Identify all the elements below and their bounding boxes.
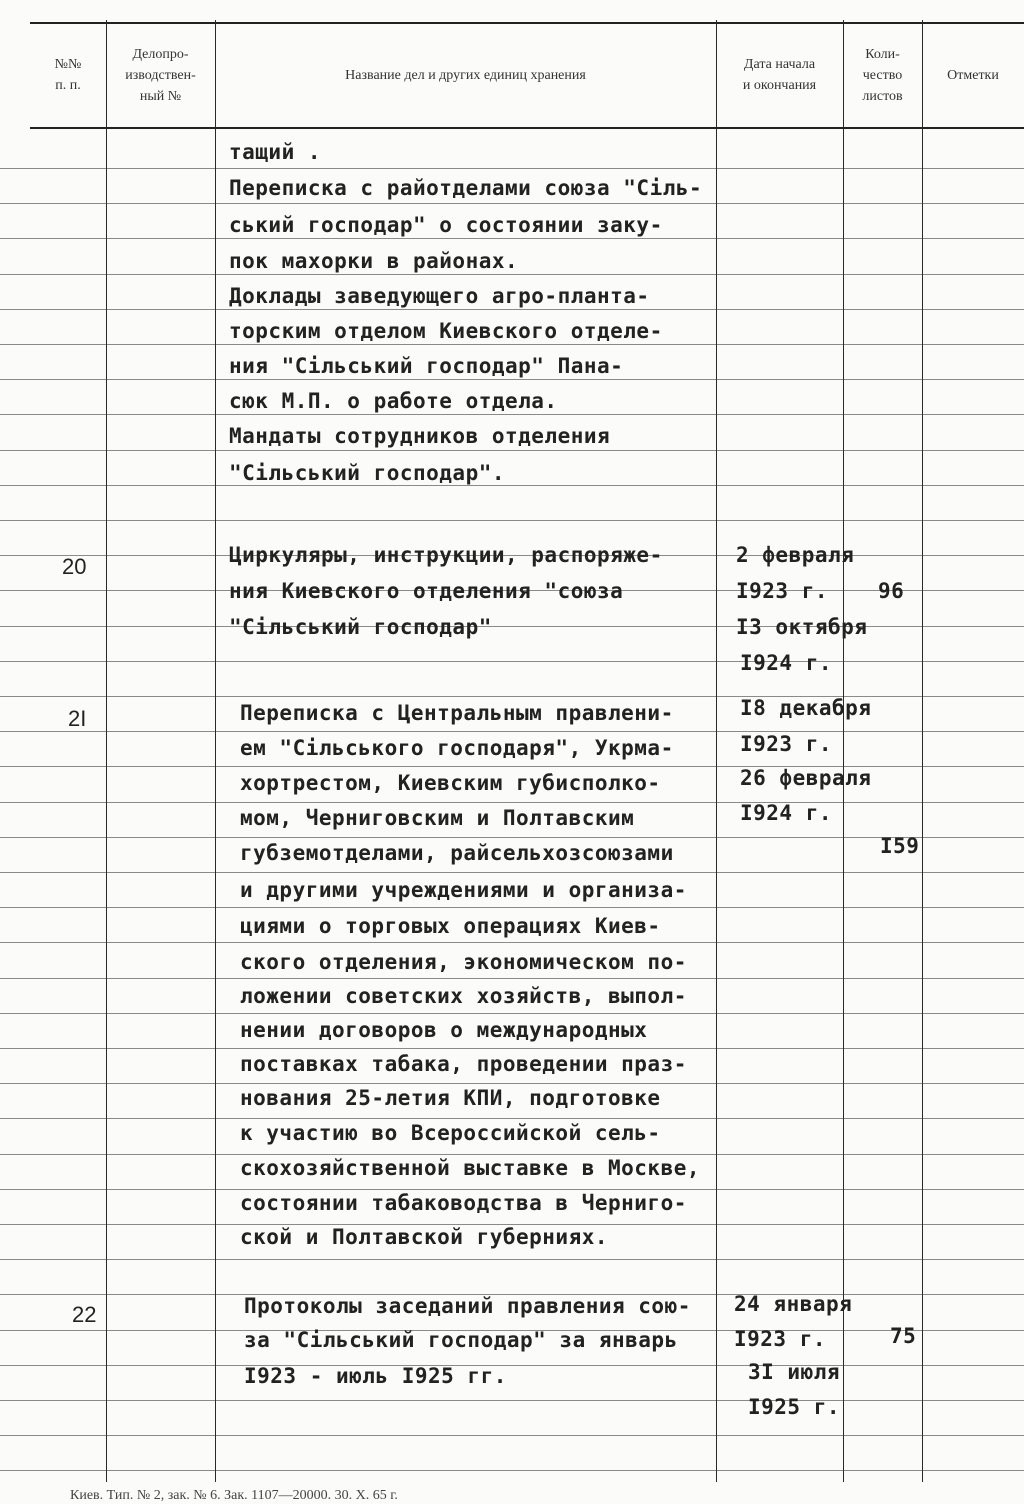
text-line: Циркуляры, инструкции, распоряже- [229,543,663,567]
date-line: I925 г. [748,1395,841,1419]
text-line: состоянии табаководства в Черниго- [240,1191,687,1215]
text-line: ложении советских хозяйств, выпол- [240,984,687,1008]
text-line: за "Сільський господар" за январь [244,1328,678,1352]
column-divider [843,20,844,1482]
ruled-line [0,1365,1024,1366]
sheet-count: I59 [880,834,920,858]
text-line: губземотделами, райсельхозсоюзами [240,841,674,865]
ruled-line [0,1435,1024,1436]
text-line: сюк М.П. о работе отдела. [229,389,558,413]
text-line: Переписка с Центральным правлени- [240,701,674,725]
text-line: нении договоров о международных [240,1018,648,1042]
text-line: Мандаты сотрудников отделения [229,424,611,448]
table-top-border [30,22,1024,24]
text-line: Протоколы заседаний правления сою- [244,1294,691,1318]
header-notes: Отметки [947,67,999,83]
ruled-line [0,1400,1024,1401]
printer-imprint: Киев. Тип. № 2, зак. № 6. Зак. 1107—20000. 30. X. 65 г. [70,1488,398,1503]
text-line: "Сільський господар". [229,461,506,485]
text-line: ський господар" о состоянии заку- [229,213,663,237]
column-divider [215,20,216,1482]
text-line: мом, Черниговским и Полтавским [240,806,635,830]
text-line: "Сільський господар" [229,615,492,639]
text-line: поставках табака, проведении праз- [240,1052,687,1076]
ruled-line [0,1259,1024,1260]
date-line: I8 декабря [740,696,872,720]
date-line: 26 февраля [740,766,872,790]
date-line: I923 г. [734,1327,827,1351]
text-line: пок махорки в районах. [229,249,519,273]
header-dates: Дата начала и окончания [742,57,817,93]
text-line: Доклады заведующего агро-планта- [229,284,650,308]
text-line: циями о торговых операциях Киев- [240,914,661,938]
ruled-line [0,168,1024,169]
date-line: I924 г. [740,801,833,825]
ruled-line [0,520,1024,521]
header-office-number: Делопро- изводствен- ный № [125,46,196,104]
date-line: I924 г. [740,651,833,675]
text-line: тащий . [229,140,322,164]
header-title: Название дел и других единиц хранения [345,67,586,83]
text-line: и другими учреждениями и организа- [240,878,687,902]
date-line: I3 октября [736,615,868,639]
text-line: нования 25-летия КПИ, подготовке [240,1086,661,1110]
date-line: I923 г. [740,732,833,756]
sheet-count: 96 [878,579,905,603]
text-line: скохозяйственной выставке в Москве, [240,1156,701,1180]
header-bottom-border [30,127,1024,129]
text-line: ния Киевского отделения "союза [229,579,624,603]
record-number: 22 [72,1302,97,1327]
column-divider [716,20,717,1482]
header-sheet-count: Коли- чество листов [862,46,903,104]
sheet-count: 75 [890,1324,917,1348]
text-line: торским отделом Киевского отделе- [229,319,663,343]
date-line: 3I июля [748,1360,841,1384]
text-line: к участию во Всероссийской сель- [240,1121,661,1145]
text-line: I923 - июль I925 гг. [244,1364,507,1388]
date-line: I923 г. [736,579,829,603]
header-number: №№ п. п. [54,57,82,93]
text-line: ского отделения, экономическом по- [240,950,687,974]
record-number: 20 [62,554,87,579]
text-line: ния "Сільський господар" Пана- [229,354,624,378]
text-line: ем "Сільського господаря", Укрма- [240,736,674,760]
text-line: Переписка с райотделами союза "Сіль- [229,176,703,200]
ruled-line [0,661,1024,662]
date-line: 2 февраля [736,543,855,567]
date-line: 24 января [734,1292,853,1316]
column-divider [106,20,107,1482]
text-line: ской и Полтавской губерниях. [240,1225,609,1249]
ruled-line [0,485,1024,486]
column-divider [922,20,923,1482]
ruled-line [0,1470,1024,1471]
record-number: 2I [68,706,87,731]
ruled-line [0,626,1024,627]
text-line: хортрестом, Киевским губисполко- [240,771,661,795]
